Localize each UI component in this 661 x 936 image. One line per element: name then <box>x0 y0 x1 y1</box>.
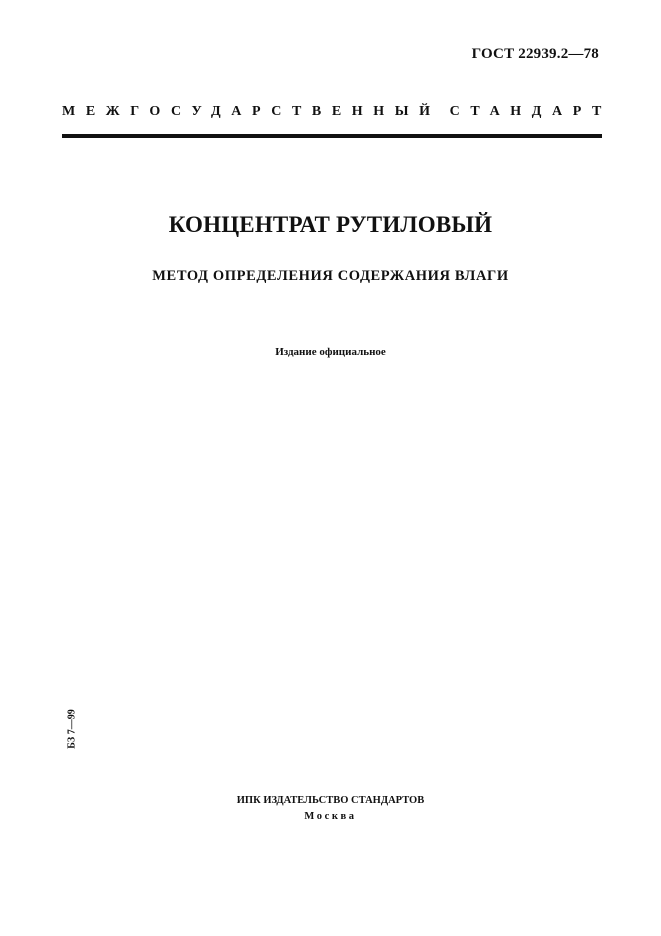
document-title: КОНЦЕНТРАТ РУТИЛОВЫЙ <box>168 212 493 237</box>
standard-type-word-interstate: МЕЖГОСУДАРСТВЕННЫЙ <box>62 104 441 119</box>
standard-type-heading <box>62 104 612 120</box>
header-divider <box>62 134 602 138</box>
publisher-name: ИПК ИЗДАТЕЛЬСТВО СТАНДАРТОВ <box>236 795 425 806</box>
document-subtitle: МЕТОД ОПРЕДЕЛЕНИЯ СОДЕРЖАНИЯ ВЛАГИ <box>152 268 509 284</box>
standard-type-word-standard: СТАНДАРТ <box>449 104 612 119</box>
publisher-city: Москва <box>304 811 357 822</box>
side-catalog-code: БЗ 7—99 <box>66 709 78 749</box>
document-number: ГОСТ 22939.2—78 <box>471 46 599 62</box>
edition-note: Издание официальное <box>275 346 386 358</box>
